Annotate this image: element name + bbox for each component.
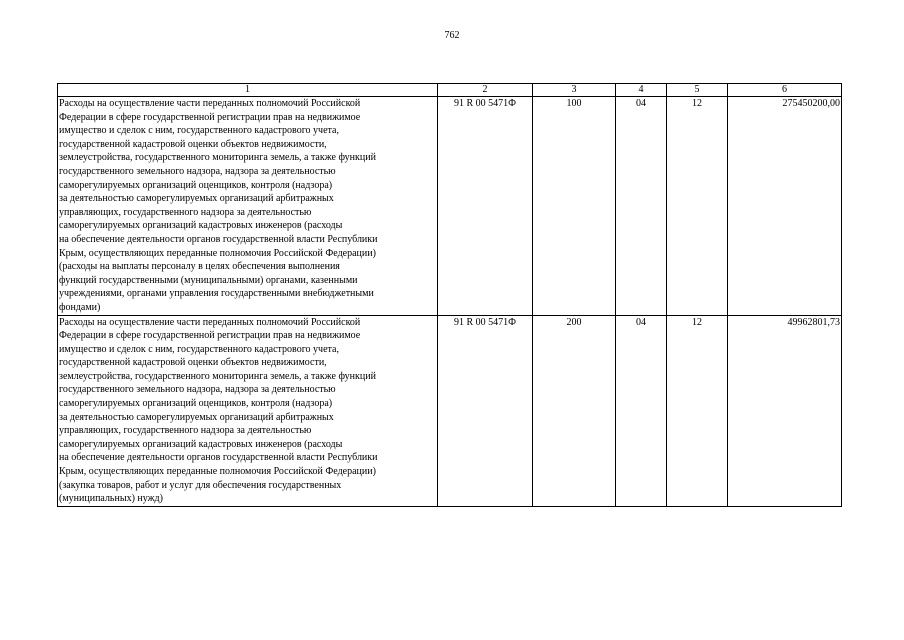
description-line: государственной кадастровой оценки объектов недвижимости, — [59, 138, 327, 150]
description-line: Крым, осуществляющих переданные полномочия Российской Федерации) — [59, 466, 376, 478]
description-line: управляющих, государственного надзора за деятельностью — [59, 425, 312, 437]
description-line: имущество и сделок с ним, государственного кадастрового учета, — [59, 125, 339, 137]
description-line: на обеспечение деятельности органов государственной власти Республики — [59, 452, 378, 464]
description-line: функций государственными (муниципальными) органами, казенными — [59, 274, 358, 286]
row-subsection: 12 — [667, 315, 728, 506]
table-row — [58, 315, 842, 506]
row-description — [58, 315, 438, 506]
description-line: за деятельностью саморегулируемых организаций арбитражных — [59, 193, 334, 205]
description-line: государственного земельного надзора, надзора за деятельностью — [59, 165, 336, 177]
description-line: Федерации в сфере государственной регистрации прав на недвижимое — [59, 330, 361, 342]
description-line: управляющих, государственного надзора за деятельностью — [59, 206, 312, 218]
budget-table — [57, 83, 842, 507]
description-line: государственного земельного надзора, надзора за деятельностью — [59, 384, 336, 396]
description-line: Крым, осуществляющих переданные полномочия Российской Федерации) — [59, 247, 376, 259]
column-header-2: 2 — [438, 84, 533, 97]
column-header-4: 4 — [616, 84, 667, 97]
description-line: саморегулируемых организаций оценщиков, контроля (надзора) — [59, 179, 333, 191]
row-section: 04 — [616, 315, 667, 506]
row-subsection: 12 — [667, 97, 728, 316]
row-section: 04 — [616, 97, 667, 316]
description-line: землеустройства, государственного мониторинга земель, а также функций — [59, 152, 376, 164]
row-expense-type: 200 — [533, 315, 616, 506]
row-description — [58, 97, 438, 316]
description-line: учреждениями, органами управления государственными внебюджетными — [59, 288, 374, 300]
description-line: на обеспечение деятельности органов государственной власти Республики — [59, 233, 378, 245]
description-line: саморегулируемых организаций кадастровых инженеров (расходы — [59, 220, 343, 232]
header-row — [58, 84, 842, 97]
page-number: 762 — [444, 30, 460, 41]
column-header-1: 1 — [58, 84, 438, 97]
description-line: имущество и сделок с ним, государственного кадастрового учета, — [59, 343, 339, 355]
table-row — [58, 97, 842, 316]
description-line: государственной кадастровой оценки объектов недвижимости, — [59, 357, 327, 369]
description-line: (закупка товаров, работ и услуг для обеспечения государственных — [59, 479, 342, 491]
description-line: (расходы на выплаты персоналу в целях обеспечения выполнения — [59, 261, 340, 273]
row-amount: 49962801,73 — [728, 315, 842, 506]
description-line: саморегулируемых организаций оценщиков, контроля (надзора) — [59, 398, 333, 410]
description-line: Расходы на осуществление части переданных полномочий Российской — [59, 98, 361, 109]
description-line: за деятельностью саморегулируемых организаций арбитражных — [59, 411, 334, 423]
description-line: Федерации в сфере государственной регистрации прав на недвижимое — [59, 111, 361, 123]
column-header-6: 6 — [728, 84, 842, 97]
row-code: 91 R 00 5471Ф — [438, 97, 533, 316]
description-line: Расходы на осуществление части переданных полномочий Российской — [59, 316, 361, 328]
column-header-3: 3 — [533, 84, 616, 97]
row-code: 91 R 00 5471Ф — [438, 315, 533, 506]
column-header-5: 5 — [667, 84, 728, 97]
row-amount: 275450200,00 — [728, 97, 842, 316]
description-line: фондами) — [59, 301, 101, 313]
row-expense-type: 100 — [533, 97, 616, 316]
description-line: (муниципальных) нужд) — [59, 493, 163, 505]
description-line: землеустройства, государственного мониторинга земель, а также функций — [59, 370, 376, 382]
description-line: саморегулируемых организаций кадастровых инженеров (расходы — [59, 438, 343, 450]
